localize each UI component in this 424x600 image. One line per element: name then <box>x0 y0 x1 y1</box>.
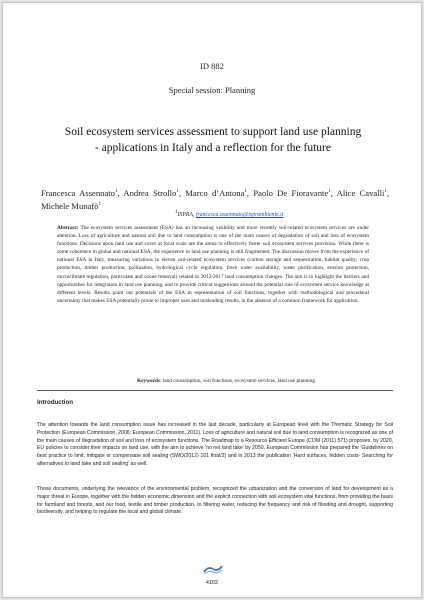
abstract-label: Abstract: <box>57 225 79 231</box>
author-name: Andrea Strollo <box>123 187 177 198</box>
author-name: Alice Cavalli <box>336 187 385 198</box>
author-name: Michele Munafò <box>41 200 99 211</box>
keywords <box>137 378 315 384</box>
affiliation-label: ISPRA <box>177 211 193 218</box>
keywords-text: : land consumption, soil functions, ecosystem services, land use planning <box>159 378 316 384</box>
section-divider <box>37 390 393 391</box>
author-name: Marco d’Antona <box>185 187 245 198</box>
paper-title: Soil ecosystem services assessment to support land use planning - applications in Italy and a reflection for the future <box>64 126 362 154</box>
abstract-text: The ecosystem services assessment (ESA) has an increasing visibility and more recently soil-related ecosystem services are under attention. Loss of agriculture and natural soil due to land consumption is one of the main causes of degradation of soil and loss of ecosystem functions. Decisions upon land use and cover at local scale are the arena to effectively foster soil ecosystem services provision. While there is some coherence in global and national ESA, the experience in land use planning is still fragmented. The discussion moves from the experience of national ESA in Italy, measuring variations in eleven soil-related ecosystem services (carbon storage and sequestration, habitat quality, crop production, timber production, pollination, hydrological cycle regulation, fresh water availability, water purification, erosion protection, microclimate regulation, particulate and ozone removal) related to 2012-2017 land consumption changes. The aim is to highlight the barriers and opportunities for integration in land use planning, and to provide critical suggestions around the potential role of ecosystem service knowledge at different levels. Results point out potentials of the ESA in representation of soil functions, together with methodological and procedural uncertainty that makes ESA potentially prone to improper uses and misleading results, in the absence of a common framework for application. <box>57 225 369 304</box>
email-link[interactable]: francesca.assennato@isprambiente.it <box>195 211 284 218</box>
introduction-paragraph: The attention towards the land consumption issue has increased in the last decade, particularly at European level with the Thematic Strategy for Soil Protection (European Commission, 2006; European Commission, 2011). Loss of agriculture and natural soil due to land consumption is recognized as one of the main causes of degradation of soil and loss of ecosystem functions. The Roadmap to a Resource Efficient Europe (COM (2011) 571) proposes, by 2020, EU policies to consider their impacts on land use, with the aim to achieve ‘no net land take’ by 2050. European Commission has prepared the ‘Guidelines on best practice to limit, mitigate or compensate soil sealing (SWD(2012) 101 final/2) and in 2013 the publication ‘Hard surfaces, hidden costs- Searching for alternatives to land take and soil sealing’ as well. <box>37 422 393 467</box>
page-number: 4102 <box>205 580 219 586</box>
author-list: Francesca Assennato$^1$, Andrea Strollo$^1$, Marco d’Antona$^1$, Paolo De Fioravante$^1$, Alice Cavalli$^1$, Michele Munafò$^1$ <box>41 187 390 211</box>
paper-page <box>2 2 422 598</box>
conference-logo-icon <box>202 563 224 575</box>
session-label: Special session: Planning <box>168 85 256 95</box>
keywords-label: Keywords <box>137 378 160 384</box>
paper-id: ID 882 <box>200 61 224 71</box>
affiliation: $^1$ISPRA, francesca.assennato@isprambiente.it <box>175 210 284 218</box>
introduction-paragraph: Those documents, underlying the relevance of the environmental problem, recognized the urbanization and the conversion of land for development as a major threat in Europe, together with the hidden economic dimension and the explicit connection with soil ecosystem vital functions, from providing the basis for farmland and forests, and our food, textile and timber production, to filtering water, reducing the frequency and risk of flooding and drought, supporting biodiversity, and helping to regulate the local and global climate. <box>37 486 393 516</box>
author-name: Francesca Assennato <box>41 187 115 198</box>
author-name: Paolo De Fioravante <box>253 187 329 198</box>
introduction-heading: Introduction <box>37 399 74 406</box>
abstract <box>57 224 369 305</box>
